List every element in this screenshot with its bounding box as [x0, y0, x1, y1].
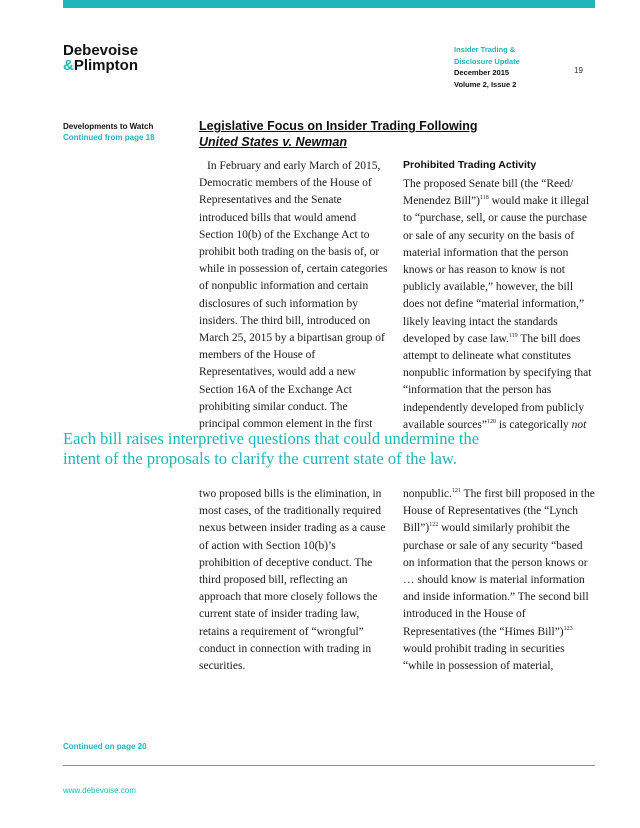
footnote-ref: 119 — [508, 333, 518, 339]
text-run: The first bill proposed in the House of Representatives (the “Lynch Bill”) — [403, 488, 595, 535]
pull-quote-line2: intent of the proposals to clarify the current state of the law. — [63, 449, 457, 468]
footer-divider — [63, 765, 595, 766]
logo-line2 — [63, 58, 138, 73]
body-column-3 — [199, 486, 389, 675]
logo-plimpton: Plimpton — [73, 57, 139, 74]
top-accent-bar — [63, 0, 595, 8]
article-heading — [199, 118, 499, 150]
text-run: The bill does attempt to delineate what constitutes nonpublic information by specifying that “information that the person has independently developed from publicly available sources” — [403, 332, 592, 431]
text-run: is categorically — [495, 418, 572, 431]
text-run: would make it illegal to “purchase, sell, or cause the purchase or sale of any security on the basis of material information that the person knows or has reason to know is not publicly available,” however, the bill does not define “material information,” likely leaving intact the standards developed by case law. — [403, 195, 590, 345]
text-run: would similarly prohibit the purchase or sale of any security “based on information that the person knows or … should know is material information and inside information.” The second bill introduced in the House of Representatives (the “Himes Bill”) — [403, 522, 589, 638]
section-title: Developments to Watch — [63, 122, 154, 131]
logo-line1: Debevoise — [63, 42, 139, 59]
emphasis: not — [571, 418, 587, 431]
heading-line1: Legislative Focus on Insider Trading Following — [199, 119, 478, 133]
footnote-ref: 121 — [451, 488, 461, 495]
case-name: United States v. Newman — [199, 135, 347, 149]
paragraph — [403, 176, 595, 434]
publication-info — [454, 44, 520, 90]
footnote-ref: 122 — [429, 522, 439, 529]
paragraph: In February and early March of 2015, Democratic members of the House of Representatives and the Senate introduced bills that would amend Section 10(b) of the Exchange Act to prohibit both trading on the basis of, or while in possession of, certain categories of nonpublic information and certain disclosures of such information by insiders. The third bill, introduced on March 25, 2015 by a bipartisan group of members of the House of Representatives, would add a new Section 16A of the Exchange Act prohibiting similar conduct. The principal common element in the first — [199, 160, 388, 431]
footnote-ref: 118 — [479, 195, 489, 202]
pub-title-line1: Insider Trading & — [454, 45, 516, 54]
pull-quote-line1: Each bill raises interpretive questions that could undermine the — [63, 429, 480, 448]
body-column-1 — [199, 158, 389, 433]
heading-line2 — [199, 134, 499, 150]
page-number: 19 — [574, 66, 583, 75]
pull-quote — [63, 429, 533, 469]
footnote-ref: 123 — [563, 625, 573, 632]
website-link[interactable]: www.debevoise.com — [63, 786, 136, 795]
body-column-4 — [403, 486, 595, 675]
continued-on-link[interactable]: Continued on page 20 — [63, 742, 147, 751]
continued-from-link[interactable]: Continued from page 18 — [63, 133, 155, 142]
footnote-ref: 120 — [486, 419, 496, 426]
firm-logo — [63, 43, 138, 73]
paragraph — [403, 486, 595, 675]
pub-date: December 2015 — [454, 68, 510, 77]
pub-title-line2: Disclosure Update — [454, 56, 520, 66]
logo-ampersand: & — [63, 57, 74, 74]
body-column-2 — [403, 158, 595, 434]
text-run: nonpublic. — [403, 488, 452, 500]
pub-volume: Volume 2, Issue 2 — [454, 79, 517, 89]
paragraph: two proposed bills is the elimination, in most cases, of the traditionally required nexus between insider trading as a cause of action with Section 10(b)’s prohibition of deceptive conduct. The third proposed bill, reflecting an approach that more closely follows the current state of insider trading law, retains a requirement of “wrongful” conduct in connection with trading in securities. — [199, 488, 386, 673]
subheading: Prohibited Trading Activity — [403, 159, 537, 171]
text-run: would prohibit trading in securities “while in possession of material, — [403, 642, 565, 673]
section-label — [63, 121, 155, 143]
text-run: The proposed Senate bill (the “Reed/ Menendez Bill”) — [403, 178, 574, 208]
